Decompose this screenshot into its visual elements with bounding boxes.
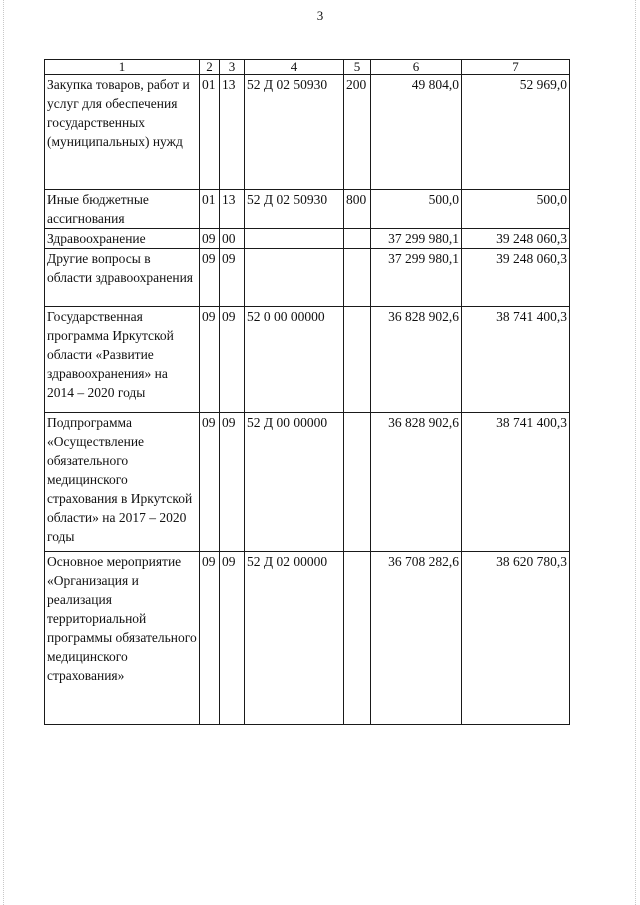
header-col-6: 6 (371, 60, 462, 75)
row-amount-col7: 39 248 060,3 (462, 229, 570, 249)
row-section: 09 (200, 552, 220, 725)
header-col-1: 1 (45, 60, 200, 75)
header-row (45, 60, 570, 75)
header-col-7: 7 (462, 60, 570, 75)
scan-edge-left (3, 0, 5, 905)
table-row (45, 249, 570, 307)
row-name: Здравоохранение (45, 229, 200, 249)
header-col-5: 5 (344, 60, 371, 75)
row-amount-col6: 37 299 980,1 (371, 229, 462, 249)
header-col-2: 2 (200, 60, 220, 75)
row-amount-col6: 36 828 902,6 (371, 413, 462, 552)
row-subsection: 09 (220, 307, 245, 413)
row-expense-type (344, 413, 371, 552)
row-target-article: 52 Д 00 00000 (245, 413, 344, 552)
row-amount-col6: 36 828 902,6 (371, 307, 462, 413)
row-expense-type: 200 (344, 75, 371, 190)
row-amount-col7: 39 248 060,3 (462, 249, 570, 307)
table-row (45, 229, 570, 249)
row-name: Другие вопросы в области здравоохранения (45, 249, 200, 307)
row-expense-type (344, 229, 371, 249)
row-expense-type (344, 552, 371, 725)
row-subsection: 13 (220, 190, 245, 229)
row-amount-col6: 36 708 282,6 (371, 552, 462, 725)
row-subsection: 00 (220, 229, 245, 249)
row-expense-type: 800 (344, 190, 371, 229)
row-subsection: 09 (220, 413, 245, 552)
row-section: 01 (200, 75, 220, 190)
table-row (45, 307, 570, 413)
row-section: 09 (200, 249, 220, 307)
table-row (45, 552, 570, 725)
row-name: Закупка товаров, работ и услуг для обеспечения государственных (муниципальных) нужд (45, 75, 200, 190)
row-target-article: 52 Д 02 00000 (245, 552, 344, 725)
row-target-article (245, 229, 344, 249)
table-row (45, 75, 570, 190)
row-target-article: 52 Д 02 50930 (245, 190, 344, 229)
header-col-4: 4 (245, 60, 344, 75)
row-subsection: 09 (220, 249, 245, 307)
header-col-3: 3 (220, 60, 245, 75)
row-target-article (245, 249, 344, 307)
row-expense-type (344, 249, 371, 307)
row-expense-type (344, 307, 371, 413)
row-name: Основное мероприятие «Организация и реализация территориальной программы обязательного медицинского страхования» (45, 552, 200, 725)
row-name: Государственная программа Иркутской области «Развитие здравоохранения» на 2014 – 2020 годы (45, 307, 200, 413)
row-amount-col7: 38 620 780,3 (462, 552, 570, 725)
row-amount-col7: 38 741 400,3 (462, 307, 570, 413)
row-amount-col6: 37 299 980,1 (371, 249, 462, 307)
budget-table (44, 59, 570, 725)
row-amount-col7: 38 741 400,3 (462, 413, 570, 552)
row-section: 09 (200, 229, 220, 249)
row-subsection: 13 (220, 75, 245, 190)
table-row (45, 413, 570, 552)
row-amount-col6: 49 804,0 (371, 75, 462, 190)
row-name: Подпрограмма «Осуществление обязательного медицинского страхования в Иркутской области» на 2017 – 2020 годы (45, 413, 200, 552)
row-target-article: 52 Д 02 50930 (245, 75, 344, 190)
row-amount-col7: 500,0 (462, 190, 570, 229)
table-row (45, 190, 570, 229)
row-section: 09 (200, 413, 220, 552)
row-target-article: 52 0 00 00000 (245, 307, 344, 413)
row-name: Иные бюджетные ассигнования (45, 190, 200, 229)
scan-edge-right (635, 0, 637, 905)
row-subsection: 09 (220, 552, 245, 725)
row-amount-col7: 52 969,0 (462, 75, 570, 190)
row-section: 01 (200, 190, 220, 229)
page-number: 3 (316, 8, 324, 23)
row-section: 09 (200, 307, 220, 413)
row-amount-col6: 500,0 (371, 190, 462, 229)
